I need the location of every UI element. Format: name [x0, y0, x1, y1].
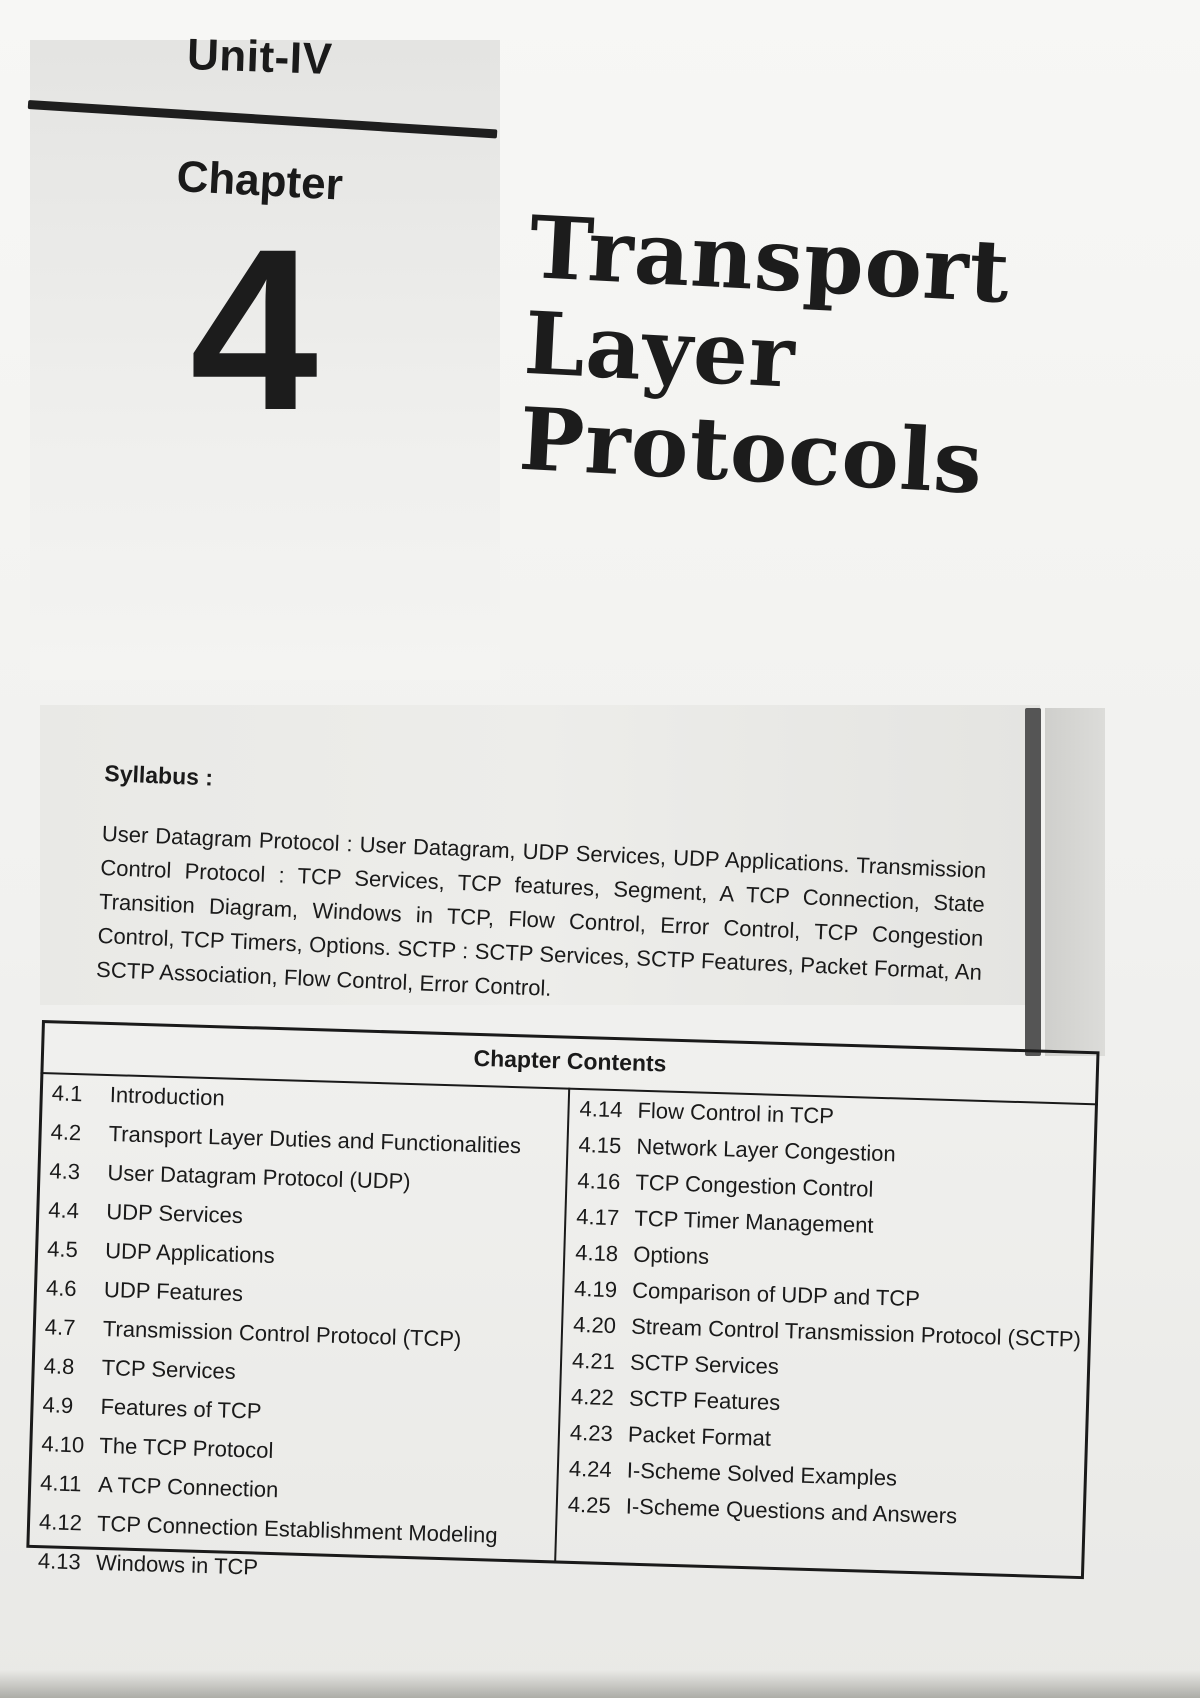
entry-title: Stream Control Transmission Protocol (SCTP) [630, 1313, 1082, 1352]
entry-number: 4.7 [44, 1314, 76, 1341]
entry-number: 4.11 [39, 1470, 82, 1497]
entry-number: 4.15 [578, 1131, 622, 1159]
entry-title: Windows in TCP [95, 1549, 259, 1580]
entry-number: 4.9 [42, 1392, 74, 1419]
entry-number: 4.21 [571, 1347, 616, 1375]
entry-title: SCTP Features [628, 1385, 781, 1416]
entry-title: Transport Layer Duties and Functionalities [108, 1121, 522, 1159]
entry-number: 4.10 [41, 1431, 85, 1458]
chapter-label: Chapter [175, 152, 345, 210]
entry-number: 4.2 [50, 1119, 82, 1146]
entry-number: 4.25 [567, 1491, 612, 1519]
entry-number: 4.12 [38, 1509, 83, 1536]
entry-title: TCP Services [101, 1354, 237, 1384]
entry-number: 4.18 [574, 1239, 619, 1267]
entry-title: I-Scheme Solved Examples [626, 1457, 898, 1491]
chapter-title [516, 197, 1013, 514]
syllabus-section [95, 760, 989, 1024]
entry-title: Network Layer Congestion [636, 1133, 897, 1167]
entry-number: 4.23 [569, 1419, 614, 1447]
entry-title: A TCP Connection [97, 1471, 279, 1503]
entry-title: TCP Connection Establishment Modeling [96, 1510, 498, 1548]
side-accent-panel [1045, 708, 1105, 1056]
entry-title: TCP Congestion Control [635, 1169, 874, 1202]
page-bottom-shadow [0, 1670, 1200, 1698]
entry-number: 4.17 [576, 1203, 620, 1231]
entry-title: TCP Timer Management [634, 1205, 874, 1238]
entry-title: Packet Format [627, 1421, 772, 1451]
entry-title: I-Scheme Questions and Answers [625, 1493, 958, 1529]
entry-title: UDP Applications [104, 1237, 276, 1269]
entry-title: SCTP Services [629, 1349, 780, 1380]
entry-number: 4.6 [45, 1275, 78, 1302]
entry-number: 4.5 [46, 1236, 79, 1263]
entry-number: 4.22 [570, 1383, 615, 1411]
entry-number: 4.16 [577, 1167, 621, 1195]
chapter-contents [26, 1020, 1099, 1581]
entry-number: 4.8 [43, 1353, 75, 1380]
entry-number: 4.4 [48, 1197, 80, 1224]
entry-number: 4.1 [51, 1080, 83, 1107]
syllabus-heading: Syllabus : [103, 760, 214, 791]
syllabus-text: User Datagram Protocol : User Datagram, UDP Services, UDP Applications. Transmission Control Protocol : TCP Services, TCP features, Segment, A TCP Connection, State Transition Diagram, Windows in TCP, Flow Control, Error Control, TCP Congestion Control, TCP Timers, Options. SCTP : SCTP Services, SCTP Features, Packet Format, An SCTP Association, Flow Control, Error Control. [95, 820, 987, 1001]
contents-right-column [567, 1096, 1090, 1543]
contents-left-column [37, 1080, 562, 1602]
entry-title: UDP Services [105, 1198, 244, 1229]
chapter-title-line: Layer [521, 292, 798, 408]
entry-title: User Datagram Protocol (UDP) [107, 1160, 411, 1194]
entry-title: Flow Control in TCP [637, 1097, 835, 1129]
entry-number: 4.19 [573, 1275, 618, 1303]
entry-number: 4.14 [579, 1095, 623, 1123]
entry-number: 4.24 [568, 1455, 613, 1483]
entry-title: The TCP Protocol [99, 1432, 274, 1464]
chapter-number: 4 [190, 201, 318, 458]
entry-number: 4.20 [572, 1311, 617, 1339]
contents-heading: Chapter Contents [473, 1044, 667, 1077]
entry-title: Comparison of UDP and TCP [631, 1277, 921, 1312]
entry-number: 4.13 [37, 1548, 82, 1575]
unit-label: Unit-IV [186, 30, 334, 85]
chapter-title-line: Transport [526, 197, 1013, 324]
entry-number: 4.3 [49, 1158, 81, 1185]
side-accent-bar [1025, 708, 1041, 1056]
entry-title: Features of TCP [100, 1393, 262, 1424]
entry-title: Introduction [109, 1082, 226, 1111]
chapter-title-line: Protocols [516, 388, 986, 514]
entry-title: Transmission Control Protocol (TCP) [102, 1315, 462, 1352]
entry-title: UDP Features [103, 1276, 244, 1307]
entry-title: Options [632, 1241, 710, 1269]
